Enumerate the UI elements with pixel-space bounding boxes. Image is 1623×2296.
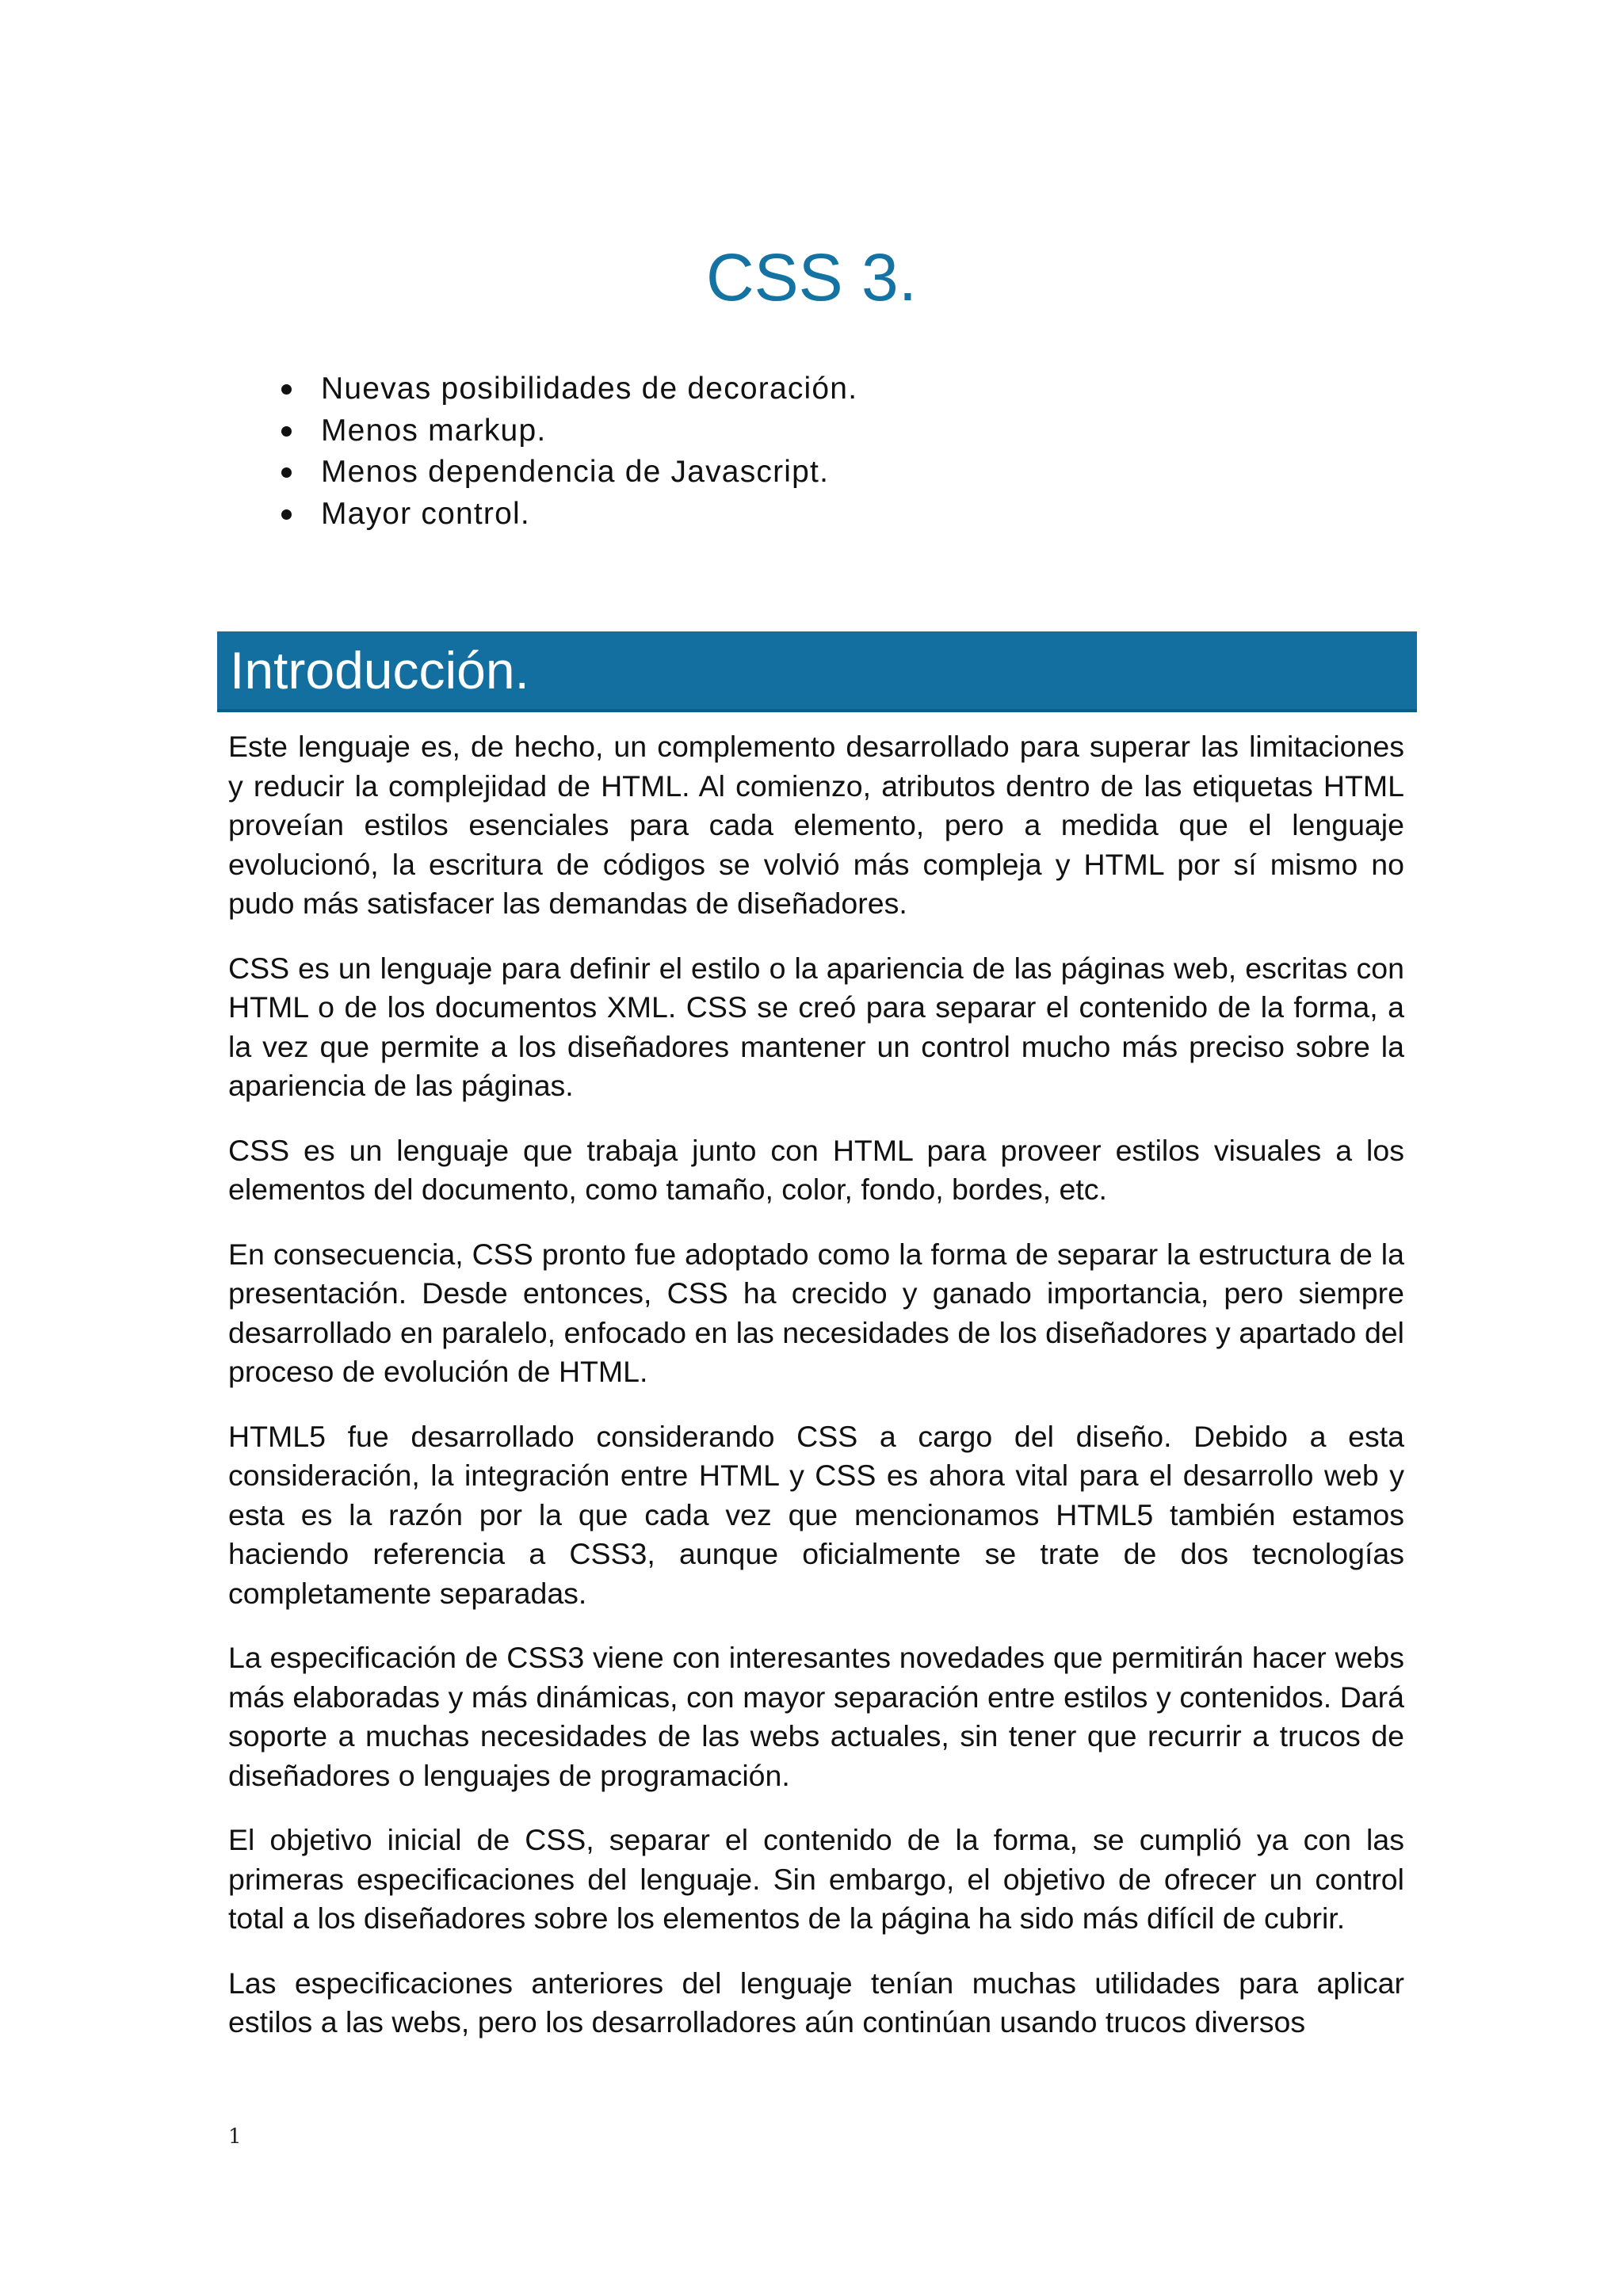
- bullet-text: Menos markup.: [321, 413, 547, 448]
- feature-bullet-list: [281, 368, 857, 535]
- bullet-icon: [281, 384, 292, 395]
- bullet-text: Nuevas posibilidades de decoración.: [321, 372, 858, 406]
- bullet-icon: [281, 426, 292, 437]
- bullet-text: Mayor control.: [321, 496, 530, 531]
- page-number: 1: [228, 2125, 242, 2149]
- list-item: [281, 494, 857, 536]
- list-item: [281, 410, 857, 452]
- paragraph: Las especificaciones anteriores del lenguaje tenían muchas utilidades para aplicar estilos a las webs, pero los desarrolladores aún continúan usando trucos diversos: [228, 1966, 1404, 2039]
- section-heading-bar: [217, 631, 1417, 712]
- list-item: [281, 368, 857, 410]
- body-text: [228, 727, 1404, 2068]
- page-title: CSS 3.: [705, 240, 918, 315]
- bullet-icon: [281, 509, 292, 520]
- list-item: [281, 452, 857, 494]
- paragraph: HTML5 fue desarrollado considerando CSS a cargo del diseño. Debido a esta consideración, la integración entre HTML y CSS es ahora vital para el desarrollo web y esta es la razón por la que cada vez que mencionamos HTML5 también estamos haciendo referencia a CSS3, aunque oficialmente se trate de dos tecnologías completamente separadas.: [228, 1419, 1404, 1610]
- bullet-icon: [281, 467, 292, 478]
- bullet-text: Menos dependencia de Javascript.: [321, 455, 830, 489]
- paragraph: La especificación de CSS3 viene con interesantes novedades que permitirán hacer webs más elaboradas y más dinámicas, con mayor separación entre estilos y contenidos. Dará soporte a muchas necesidades de las webs actuales, sin tener que recurrir a trucos de diseñadores o lenguajes de programación.: [228, 1641, 1404, 1792]
- paragraph: CSS es un lenguaje que trabaja junto con HTML para proveer estilos visuales a los elementos del documento, como tamaño, color, fondo, bordes, etc.: [228, 1133, 1404, 1206]
- section-heading: Introducción.: [230, 641, 529, 700]
- paragraph: El objetivo inicial de CSS, separar el contenido de la forma, se cumplió ya con las primeras especificaciones del lenguaje. Sin embargo, el objetivo de ofrecer un control total a los diseñadores sobre los elementos de la página ha sido más difícil de cubrir.: [228, 1823, 1404, 1935]
- paragraph: CSS es un lenguaje para definir el estilo o la apariencia de las páginas web, escritas con HTML o de los documentos XML. CSS se creó para separar el contenido de la forma, a la vez que permite a los diseñadores mantener un control mucho más preciso sobre la apariencia de las páginas.: [228, 951, 1404, 1102]
- paragraph: Este lenguaje es, de hecho, un complemento desarrollado para superar las limitaciones y reducir la complejidad de HTML. Al comienzo, atributos dentro de las etiquetas HTML proveían estilos esenciales para cada elemento, pero a medida que el lenguaje evolucionó, la escritura de códigos se volvió más compleja y HTML por sí mismo no pudo más satisfacer las demandas de diseñadores.: [228, 730, 1404, 920]
- paragraph: En consecuencia, CSS pronto fue adoptado como la forma de separar la estructura de la presentación. Desde entonces, CSS ha crecido y ganado importancia, pero siempre desarrollado en paralelo, enfocado en las necesidades de los diseñadores y apartado del proceso de evolución de HTML.: [228, 1237, 1404, 1388]
